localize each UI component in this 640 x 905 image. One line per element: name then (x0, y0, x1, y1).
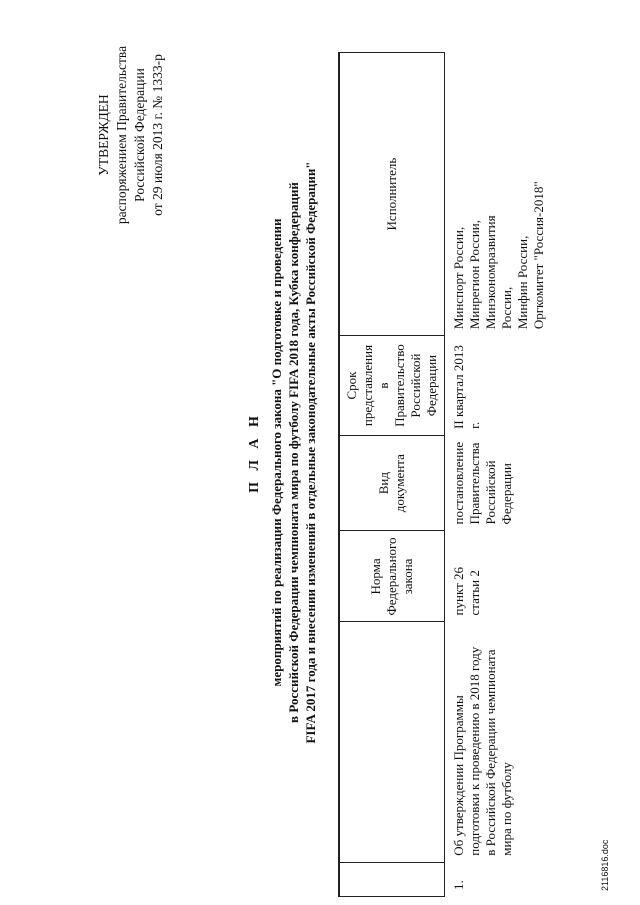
row-doc-type-line-4: Федерации (499, 463, 514, 525)
row-name-line-2: подготовки к проведению в 2018 году (467, 646, 482, 856)
row-executor-line-1: Минспорт России, (451, 226, 466, 330)
row-executor-line-4: России, (499, 286, 514, 330)
plan-subtitle (268, 120, 319, 785)
header-norm (339, 531, 445, 622)
header-doc-type: Вид документа (339, 435, 445, 531)
document-id: 2116816.doc (600, 839, 610, 891)
row-executor (445, 53, 552, 336)
plan-subtitle-line-3: FIFA 2017 года и внесении изменений в отдельные законодательные акты Российской Федерации" (303, 161, 318, 744)
table-header-row (339, 53, 445, 897)
row-executor-line-2: Минрегион России, (467, 219, 482, 330)
row-norm-line-2: статьи 2 (467, 570, 482, 616)
row-doc-type-line-3: Российской (483, 460, 498, 525)
header-deadline-line-1: Срок (344, 371, 359, 400)
row-number: 1. (451, 880, 466, 890)
header-deadline-line-2: представления (360, 344, 375, 427)
plan-table (338, 52, 551, 897)
row-doc-type-line-2: Правительства (467, 442, 482, 525)
row-name-line-1: Об утверждении Программы (451, 695, 466, 856)
header-executor: Исполнитель (339, 53, 445, 336)
row-name-line-4: мира по футболу (499, 762, 514, 856)
row-doc-type-line-1: постановление (451, 441, 466, 525)
row-doc-type (445, 435, 552, 531)
header-number (339, 862, 445, 896)
row-executor-line-3: Минэкономразвития (483, 215, 498, 330)
row-deadline: II квартал 2013 г. (451, 345, 482, 429)
header-norm-line-3: закона (400, 558, 415, 595)
header-norm-line-2: Федерального (384, 537, 399, 616)
row-name-line-3: в Российской Федерации чемпионата (483, 649, 498, 856)
plan-subtitle-line-1: мероприятий по реализации Федерального закона "О подготовке и проведении (269, 218, 284, 687)
approval-line-3: от 29 июля 2013 г. № 1333-р (150, 54, 165, 216)
header-deadline-line-4: Российской (408, 353, 423, 418)
approval-line-1: распоряжением Правительства (114, 45, 129, 225)
row-name (445, 622, 552, 862)
header-norm-line-1: Норма (368, 558, 383, 595)
row-norm (445, 531, 552, 622)
plan-title: П Л А Н (247, 412, 262, 493)
header-deadline (339, 336, 445, 436)
row-executor-line-5: Минфин России, (515, 235, 530, 330)
approval-title: УТВЕРЖДЕН (96, 94, 111, 176)
plan-subtitle-line-2: в Российской Федерации чемпионата мира по футболу FIFA 2018 года, Кубка конфедераций (286, 182, 301, 723)
row-norm-line-1: пункт 26 (451, 566, 466, 616)
approval-stamp (95, 35, 167, 235)
row-executor-line-6: Оргкомитет "Россия-2018" (531, 181, 546, 330)
header-deadline-line-3: в Правительство (376, 344, 407, 427)
approval-line-2: Российской Федерации (132, 68, 147, 202)
table-row (445, 53, 552, 897)
header-name (339, 622, 445, 862)
header-deadline-line-5: Федерации (424, 354, 439, 417)
